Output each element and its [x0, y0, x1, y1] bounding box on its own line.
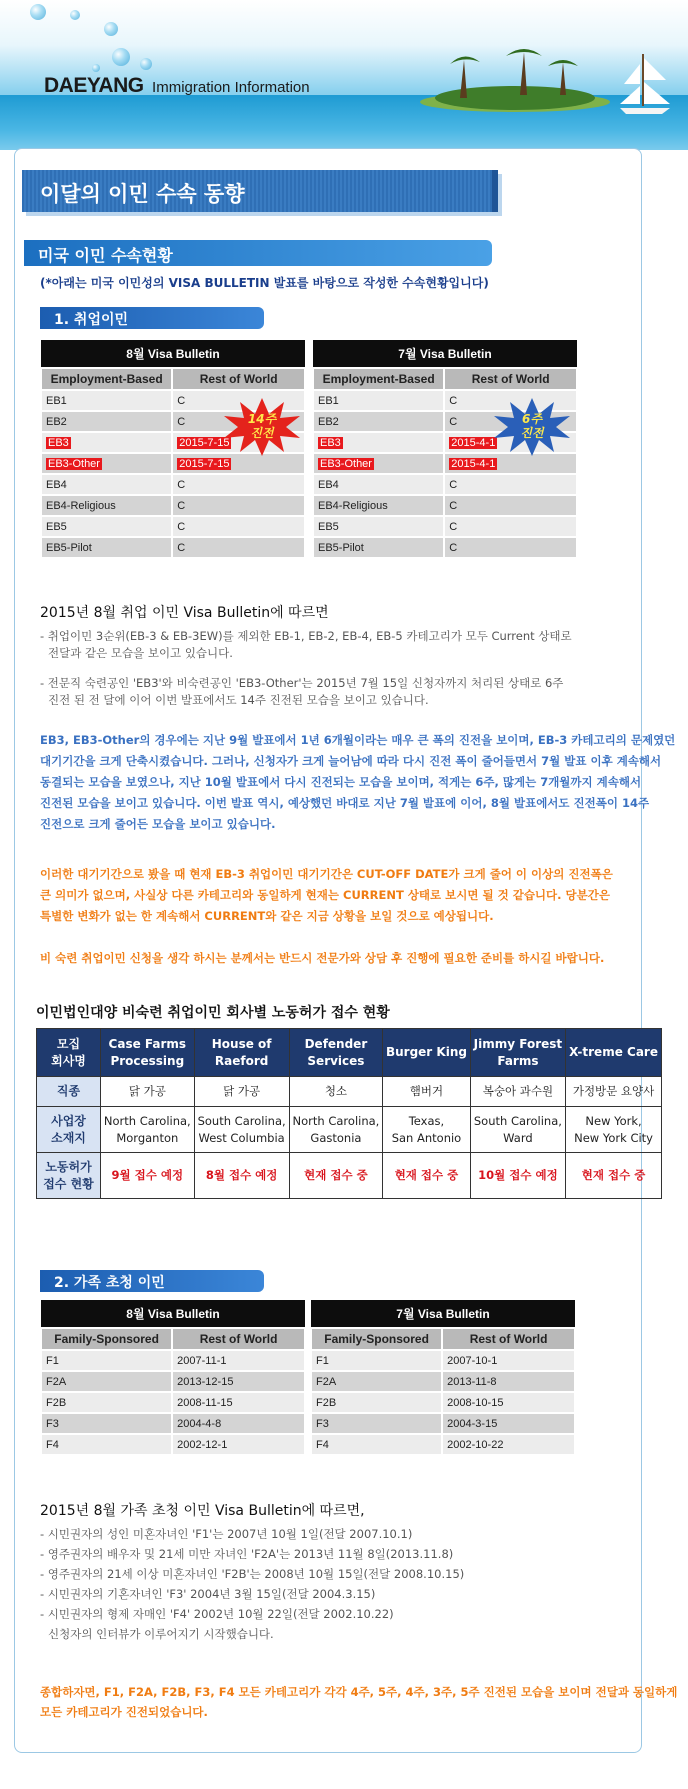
text-line: 이러한 대기기간으로 봤을 때 현재 EB-3 취업이민 대기기간은 CUT-OFF DATE가 크게 줄어 이 이상의 진전폭은 [40, 867, 613, 881]
category-cell: EB1 [313, 390, 444, 411]
bubble-decoration [30, 4, 46, 20]
text-line: 전달과 같은 모습을 보이고 있습니다. [48, 646, 233, 660]
labor-permit-table [36, 1028, 662, 1199]
highlight-text: EB3-Other [48, 457, 100, 470]
value-cell: C [444, 474, 577, 495]
employment-label-bar [40, 307, 264, 329]
text-line: 종합하자면, F1, F2A, F2B, F3, F4 모든 카테고리가 각각 4주, 5주, 4주, 3주, 5주 진전된 모습을 보이며 전달과 동일하게 [40, 1685, 678, 1699]
category-cell: EB4 [41, 474, 172, 495]
category-cell [41, 432, 172, 453]
company-header [566, 1029, 662, 1077]
table-row [37, 1153, 662, 1199]
table-row [313, 453, 577, 474]
table-row [41, 1371, 305, 1392]
text-line: West Columbia [198, 1130, 285, 1145]
highlight-text: EB3 [48, 436, 69, 449]
text-line: - 전문직 숙련공인 'EB3'와 비숙련공인 'EB3-Other'는 2015년 7월 15일 신청자까지 처리된 상태로 6주 [40, 676, 564, 690]
value-cell [172, 453, 305, 474]
table-title: 8월 Visa Bulletin [41, 340, 305, 368]
category-cell: F2A [41, 1371, 172, 1392]
text-line: South Carolina, [473, 1113, 562, 1128]
status-cell: 8월 접수 예정 [194, 1153, 289, 1199]
text-line: San Antonio [391, 1130, 462, 1145]
text-line: South Carolina, [197, 1113, 286, 1128]
table-row [37, 1077, 662, 1107]
company-header [101, 1029, 195, 1077]
table-title: 8월 Visa Bulletin [41, 1300, 305, 1328]
header-line: Raeford [214, 1053, 269, 1068]
category-cell: F3 [41, 1413, 172, 1434]
corner-header [37, 1029, 101, 1077]
text-line: North Carolina, [103, 1113, 191, 1128]
bubble-decoration [140, 58, 152, 70]
section-title-bar [24, 240, 492, 266]
header-line: 회사명 [51, 1053, 86, 1068]
location-cell [194, 1107, 289, 1153]
source-note: (*아래는 미국 이민성의 VISA BULLETIN 발표를 바탕으로 작성한 수속현황입니다) [40, 276, 489, 290]
text-line: - 영주권자의 배우자 및 21세 미만 자녀인 'F2A'는 2013년 11월 8일(2013.11.8) [40, 1547, 454, 1561]
text-line: 진전으로 크게 줄어든 모습을 보이고 있습니다. [40, 817, 276, 831]
family-heading: 2015년 8월 가족 초청 이민 Visa Bulletin에 따르면, [40, 1503, 365, 1519]
category-cell: EB5 [313, 516, 444, 537]
column-header: Employment-Based [41, 368, 172, 390]
header-line: Processing [110, 1053, 185, 1068]
text-line: Ward [503, 1130, 533, 1145]
burst-text-red [244, 412, 280, 440]
table-row [313, 495, 577, 516]
table-row [41, 1434, 305, 1455]
text-line: 특별한 변화가 없는 한 계속해서 CURRENT와 같은 지금 상황을 보일 것으로 예상됩니다. [40, 909, 494, 923]
employment-bullet-2 [40, 675, 563, 709]
table-row [313, 516, 577, 537]
column-header: Employment-Based [313, 368, 444, 390]
location-cell [289, 1107, 383, 1153]
header-line: 소재지 [51, 1130, 86, 1145]
text-line: - 시민권자의 성인 미혼자녀인 'F1'는 2007년 10월 1일(전달 2007.10.1) [40, 1527, 413, 1541]
location-cell [101, 1107, 195, 1153]
table-title: 7월 Visa Bulletin [311, 1300, 575, 1328]
category-cell: EB5 [41, 516, 172, 537]
table-row [41, 495, 305, 516]
text-line: 신청자의 인터뷰가 이루어지기 시작했습니다. [48, 1627, 274, 1641]
value-cell: C [172, 495, 305, 516]
highlight-text: EB3-Other [320, 457, 372, 470]
text-line: EB3, EB3-Other의 경우에는 지난 9월 발표에서 1년 6개월이라는 매우 큰 폭의 진전을 보이며, EB-3 카테고리의 문제였던 [40, 733, 676, 747]
company-header [470, 1029, 565, 1077]
category-cell: EB4 [313, 474, 444, 495]
value-cell: 2004-3-15 [442, 1413, 575, 1434]
employment-orange-paragraph [40, 864, 613, 927]
value-cell: C [172, 516, 305, 537]
category-cell: F1 [41, 1350, 172, 1371]
row-header [37, 1107, 101, 1153]
highlight-text: 2015-4-1 [451, 457, 496, 470]
text-line: North Carolina, [292, 1113, 380, 1128]
text-line: New York City [574, 1130, 653, 1145]
row-header [37, 1153, 101, 1199]
text-line: - 취업이민 3순위(EB-3 & EB-3EW)를 제외한 EB-1, EB-2, EB-4, EB-5 카테고리가 모두 Current 상태로 [40, 629, 572, 643]
family-label-bar [40, 1270, 264, 1292]
burst-line: 14주 [247, 412, 277, 426]
table-title: 7월 Visa Bulletin [313, 340, 577, 368]
value-cell: 2008-10-15 [442, 1392, 575, 1413]
category-cell: F1 [311, 1350, 442, 1371]
burst-line: 6주 [522, 412, 542, 426]
table-row [41, 474, 305, 495]
text-line: 진전 된 전 달에 이어 이번 발표에서도 14주 진전된 모습을 보이고 있습니다. [48, 693, 429, 707]
text-line: - 영주권자의 21세 이상 미혼자녀인 'F2B'는 2008년 10월 15일(전달 2008.10.15) [40, 1567, 465, 1581]
value-cell: C [444, 516, 577, 537]
employment-label: 1. 취업이민 [54, 312, 129, 328]
job-cell: 가정방문 요양사 [566, 1077, 662, 1107]
table-row [311, 1392, 575, 1413]
value-cell: 2007-11-1 [172, 1350, 305, 1371]
table-row [41, 1350, 305, 1371]
logo [44, 74, 310, 98]
category-cell: EB1 [41, 390, 172, 411]
category-cell: F2A [311, 1371, 442, 1392]
value-cell: 2007-10-1 [442, 1350, 575, 1371]
employment-heading: 2015년 8월 취업 이민 Visa Bulletin에 따르면 [40, 605, 329, 621]
table-row [311, 1350, 575, 1371]
bubble-decoration [92, 64, 100, 72]
row-header: 직종 [37, 1077, 101, 1107]
value-cell: C [444, 390, 577, 411]
text-line: - 시민권자의 형제 자매인 'F4' 2002년 10월 22일(전달 2002.10.22) [40, 1607, 394, 1621]
job-cell: 닭 가공 [194, 1077, 289, 1107]
value-cell: 2002-12-1 [172, 1434, 305, 1455]
value-cell: C [172, 411, 305, 432]
family-july-table [310, 1300, 576, 1456]
category-cell [313, 432, 444, 453]
column-header: Family-Sponsored [41, 1328, 172, 1350]
text-line: 진전된 모습을 보이고 있습니다. 이번 발표 역시, 예상했던 바대로 지난 7월 발표에 이어, 8월 발표에서도 진전폭이 14주 [40, 796, 650, 810]
bubble-decoration [104, 22, 118, 36]
category-cell: F4 [311, 1434, 442, 1455]
family-bullets [40, 1524, 464, 1644]
text-line: 대기기간을 크게 단축시켰습니다. 그러나, 신청자가 크게 늘어남에 따라 다시 진전 폭이 줄어들면서 7월 발표 이후 계속해서 [40, 754, 662, 768]
text-line: Morganton [116, 1130, 179, 1145]
table-row [41, 516, 305, 537]
family-orange-paragraph [40, 1682, 677, 1722]
table-row [41, 453, 305, 474]
table-row [41, 537, 305, 558]
value-cell: 2008-11-15 [172, 1392, 305, 1413]
category-cell: EB4-Religious [313, 495, 444, 516]
company-header [289, 1029, 383, 1077]
status-cell: 10월 접수 예정 [470, 1153, 565, 1199]
text-line: - 시민권자의 기혼자녀인 'F3' 2004년 3월 15일(전달 2004.3.15) [40, 1587, 376, 1601]
column-header: Family-Sponsored [311, 1328, 442, 1350]
page-title-bar [22, 170, 498, 212]
value-cell: C [172, 474, 305, 495]
location-cell [383, 1107, 470, 1153]
table-row [311, 1413, 575, 1434]
header-line: Burger King [385, 1045, 467, 1059]
employment-orange-notice: 비 숙련 취업이민 신청을 생각 하시는 분께서는 반드시 전문가와 상담 후 진행에 필요한 준비를 하시길 바랍니다. [40, 951, 605, 965]
burst-text-blue [514, 412, 550, 440]
table-row [313, 474, 577, 495]
job-cell: 닭 가공 [101, 1077, 195, 1107]
column-header: Rest of World [172, 368, 305, 390]
table-row [311, 1434, 575, 1455]
family-label: 2. 가족 초청 이민 [54, 1275, 165, 1291]
header-line: Services [307, 1053, 365, 1068]
employment-bullet-1 [40, 628, 572, 662]
burst-line: 진전 [250, 426, 274, 440]
category-cell: F2B [41, 1392, 172, 1413]
header-line: 사업장 [51, 1113, 86, 1128]
highlight-text: 2015-7-15 [179, 436, 230, 449]
value-cell: 2004-4-8 [172, 1413, 305, 1434]
logo-brand: DAEYANG [44, 74, 144, 97]
category-cell: F4 [41, 1434, 172, 1455]
job-cell: 햄버거 [383, 1077, 470, 1107]
column-header: Rest of World [442, 1328, 575, 1350]
table-row [311, 1371, 575, 1392]
bubble-decoration [112, 48, 130, 66]
value-cell: C [172, 390, 305, 411]
status-cell: 현재 접수 중 [289, 1153, 383, 1199]
category-cell [41, 453, 172, 474]
table-row [313, 537, 577, 558]
highlight-text: EB3 [320, 436, 341, 449]
column-header: Rest of World [444, 368, 577, 390]
header-line: 접수 현황 [43, 1176, 94, 1191]
section-title: 미국 이민 수속현황 [38, 246, 173, 265]
column-header: Rest of World [172, 1328, 305, 1350]
header-line: House of [211, 1036, 272, 1051]
category-cell: F3 [311, 1413, 442, 1434]
header-line: 모집 [56, 1036, 81, 1051]
category-cell: F2B [311, 1392, 442, 1413]
text-line: 동결되는 모습을 보였으나, 지난 10월 발표에서 다시 진전되는 모습을 보이며, 적게는 6주, 많게는 7개월까지 계속해서 [40, 775, 642, 789]
company-header [383, 1029, 470, 1077]
value-cell: C [444, 495, 577, 516]
text-line: 큰 의미가 없으며, 사실상 다른 카테고리와 동일하게 현재는 CURRENT 상태로 보시면 될 것 같습니다. 당분간은 [40, 888, 610, 902]
burst-line: 진전 [520, 426, 544, 440]
text-line: 모든 카테고리가 진전되었습니다. [40, 1705, 208, 1719]
header-line: Defender [304, 1036, 368, 1051]
page-title: 이달의 이민 수속 동향 [40, 182, 245, 206]
labor-heading: 이민법인대양 비숙련 취업이민 회사별 노동허가 접수 현황 [36, 1005, 390, 1021]
category-cell [313, 453, 444, 474]
table-row [41, 1413, 305, 1434]
value-cell: C [172, 537, 305, 558]
family-august-table [40, 1300, 306, 1456]
header-banner [0, 0, 688, 150]
text-line: New York, [585, 1113, 642, 1128]
header-line: Jimmy Forest [473, 1036, 563, 1051]
value-cell: C [444, 537, 577, 558]
highlight-text: 2015-7-15 [179, 457, 230, 470]
value-cell: 2013-11-8 [442, 1371, 575, 1392]
location-cell [566, 1107, 662, 1153]
category-cell: EB5-Pilot [313, 537, 444, 558]
value-cell [444, 453, 577, 474]
table-row [41, 1392, 305, 1413]
text-line: Texas, [408, 1113, 445, 1128]
status-cell: 현재 접수 중 [566, 1153, 662, 1199]
status-cell: 9월 접수 예정 [101, 1153, 195, 1199]
status-cell: 현재 접수 중 [383, 1153, 470, 1199]
category-cell: EB4-Religious [41, 495, 172, 516]
employment-blue-paragraph [40, 730, 675, 835]
value-cell: 2002-10-22 [442, 1434, 575, 1455]
category-cell: EB2 [313, 411, 444, 432]
location-cell [470, 1107, 565, 1153]
value-cell: C [444, 411, 577, 432]
job-cell: 복숭아 과수원 [470, 1077, 565, 1107]
value-cell: 2013-12-15 [172, 1371, 305, 1392]
job-cell: 청소 [289, 1077, 383, 1107]
header-line: X-treme Care [569, 1045, 658, 1059]
header-line: 노동허가 [45, 1159, 92, 1174]
logo-subtitle: Immigration Information [152, 79, 310, 96]
text-line: Gastonia [310, 1130, 362, 1145]
island-ship-illustration [420, 40, 680, 115]
bubble-decoration [70, 10, 80, 20]
header-line: Case Farms [108, 1036, 187, 1051]
category-cell: EB5-Pilot [41, 537, 172, 558]
highlight-text: 2015-4-1 [451, 436, 496, 449]
table-row [37, 1107, 662, 1153]
category-cell: EB2 [41, 411, 172, 432]
header-line: Farms [497, 1053, 539, 1068]
company-header [194, 1029, 289, 1077]
